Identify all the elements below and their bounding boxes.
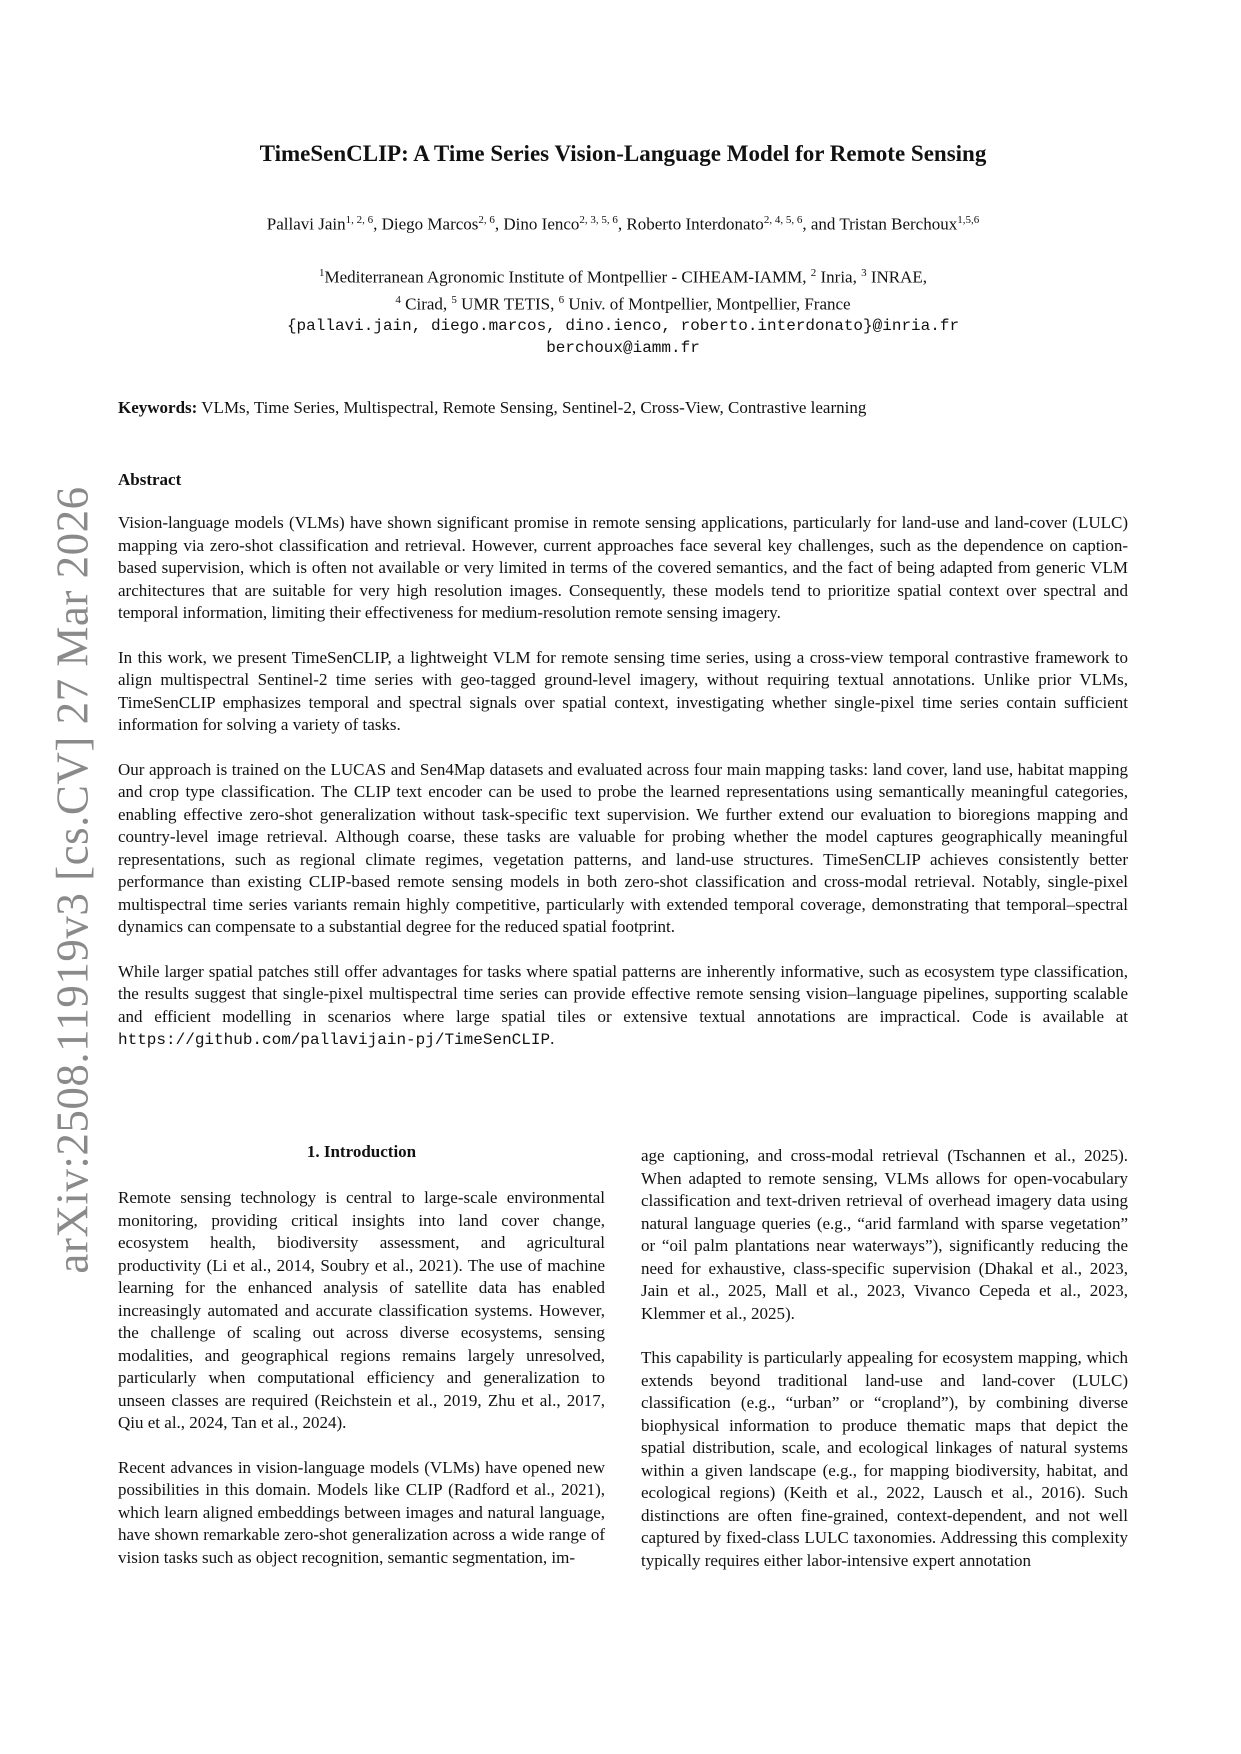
abstract-paragraph: Vision-language models (VLMs) have shown significant promise in remote sensing applications, particularly for land-use and land-cover (LULC) mapping via zero-shot classification and retrieval. However, current approaches face several key challenges, such as the dependence on caption-based supervision, which is often not available or very limited in terms of the covered semantics, and the fact of being adapted from generic VLM architectures that are suitable for very high resolution images. Consequently, these models tend to prioritize spatial context over spectral and temporal information, limiting their effectiveness for medium-resolution remote sensing imagery. bbox=[118, 513, 1128, 622]
abstract-paragraph: Our approach is trained on the LUCAS and Sen4Map datasets and evaluated across four main mapping tasks: land cover, land use, habitat mapping and crop type classification. The CLIP text encoder can be used to probe the learned representations using semantically meaningful categories, enabling effective zero-shot generalization without task-specific text supervision. We further extend our evaluation to bioregions mapping and country-level image retrieval. Although coarse, these tasks are valuable for probing whether the model captures geographically meaningful representations, such as regional climate regimes, vegetation patterns, and land-use structures. TimeSenCLIP achieves consistently better performance than existing CLIP-based remote sensing models in both zero-shot classification and cross-modal retrieval. Notably, single-pixel multispectral time series variants remain highly competitive, particularly with extended temporal coverage, demonstrating that temporal–spectral dynamics can compensate to a substantial degree for the reduced spatial footprint. bbox=[118, 759, 1128, 936]
keywords bbox=[118, 398, 1128, 418]
affil-sup: 3 bbox=[861, 267, 867, 279]
affil-text: Cirad, bbox=[400, 294, 452, 314]
code-link[interactable]: https://github.com/pallavijain-pj/TimeSenCLIP bbox=[118, 1031, 551, 1049]
affiliation-line bbox=[118, 289, 1128, 316]
body-paragraph: Remote sensing technology is central to large-scale environmental monitoring, providing critical insights into land cover change, ecosystem health, biodiversity assessment, and agricultural productivity (Li et al., 2014, Soubry et al., 2021). The use of machine learning for the enhanced analysis of satellite data has enabled increasingly automated and accurate classification systems. However, the challenge of scaling out across diverse ecosystems, sensing modalities, and geographical regions remains largely unresolved, particularly when computational efficiency and generalization to unseen classes are required (Reichstein et al., 2019, Zhu et al., 2017, Qiu et al., 2024, Tan et al., 2024). bbox=[118, 1188, 605, 1432]
section-heading: 1. Introduction bbox=[306, 1142, 417, 1161]
arxiv-sidebar bbox=[28, 486, 118, 1274]
affil-sup: 2 bbox=[810, 267, 817, 279]
author-list: Pallavi Jain$^{1, 2, 6}$, Diego Marcos$^{2, 6}$, Dino Ienco$^{2, 3, 5, 6}$, Roberto Interdonato$^{2, 4, 5, 6}$, and Tristan Berchoux$^{1,5,6}$ bbox=[266, 214, 980, 234]
right-column bbox=[641, 1145, 1128, 1594]
author-name: Dino Ienco bbox=[503, 214, 580, 234]
affil-sup: 5 bbox=[451, 293, 457, 306]
body-paragraph: Recent advances in vision-language models (VLMs) have opened new possibilities in this domain. Models like CLIP (Radford et al., 2021), which learn aligned embeddings between images and natural language, have shown remarkable zero-shot generalization across a wide range of vision tasks such as object recognition, semantic segmentation, im- bbox=[118, 1457, 605, 1567]
affil-text: Univ. of Montpellier, Montpellier, France bbox=[564, 294, 851, 314]
paper-title: TimeSenCLIP: A Time Series Vision-Language Model for Remote Sensing bbox=[259, 141, 987, 166]
affil-text: UMR TETIS, bbox=[456, 294, 559, 314]
affil-sup: 6 bbox=[558, 293, 565, 306]
author-name: Roberto Interdonato bbox=[626, 214, 764, 234]
body-paragraph: age captioning, and cross-modal retrieval (Tschannen et al., 2025). When adapted to remote sensing, VLMs allows for open-vocabulary classification and text-driven retrieval of overhead imagery data using natural language queries (e.g., “arid farmland with sparse vegetation” or “oil palm plantations near waterways”), significantly reducing the need for exhaustive, class-specific supervision (Dhakal et al., 2023, Jain et al., 2025, Mall et al., 2023, Vivanco Cepeda et al., 2023, Klemmer et al., 2025). bbox=[641, 1146, 1128, 1323]
affiliations bbox=[118, 262, 1128, 359]
author-emails: {pallavi.jain, diego.marcos, dino.ienco, roberto.interdonato}@inria.fr bbox=[286, 317, 960, 336]
affil-text: Mediterranean Agronomic Institute of Montpellier - CIHEAM-IAMM, bbox=[324, 267, 811, 287]
abstract-body bbox=[118, 512, 1128, 1074]
author-affil-sup: 2, 3, 5, 6 bbox=[579, 214, 618, 226]
abstract-paragraph: In this work, we present TimeSenCLIP, a lightweight VLM for remote sensing time series, using a cross-view temporal contrastive framework to align multispectral Sentinel-2 time series with geo-tagged ground-level imagery, without requiring textual annotations. Unlike prior VLMs, TimeSenCLIP emphasizes temporal and spectral signals over spatial context, investigating whether single-pixel time series contain sufficient information for solving a variety of tasks. bbox=[118, 647, 1128, 734]
affil-text: Inria, bbox=[816, 267, 862, 287]
author-affil-sup: 2, 4, 5, 6 bbox=[763, 214, 803, 226]
keywords-list: VLMs, Time Series, Multispectral, Remote Sensing, Sentinel-2, Cross-View, Contrastive learning bbox=[201, 398, 867, 417]
left-column bbox=[118, 1142, 605, 1591]
abstract-paragraph bbox=[118, 961, 1128, 1052]
author-name: Pallavi Jain bbox=[266, 214, 346, 234]
affiliation-line bbox=[118, 262, 1128, 289]
abstract-heading: Abstract bbox=[118, 470, 182, 489]
body-paragraph: This capability is particularly appealing for ecosystem mapping, which extends beyond traditional land-use and land-cover (LULC) classification (e.g., “urban” or “cropland”), by combining diverse biophysical information to produce thematic maps that depict the spatial distribution, scale, and ecological linkages of natural systems within a given landscape (e.g., for mapping biodiversity, habitat, and ecological regions) (Keith et al., 2022, Lausch et al., 2016). Such distinctions are often fine-grained, context-dependent, and not well captured by fixed-class LULC taxonomies. Addressing this complexity typically requires either labor-intensive expert annotation bbox=[641, 1348, 1128, 1570]
affil-sup: 4 bbox=[395, 293, 401, 306]
affil-text: INRAE, bbox=[866, 267, 928, 287]
author-and: , and bbox=[802, 214, 840, 234]
author-email: berchoux@iamm.fr bbox=[546, 339, 700, 358]
author-name: Tristan Berchoux bbox=[839, 214, 958, 234]
author-name: Diego Marcos bbox=[381, 214, 479, 234]
author-affil-sup: 1,5,6 bbox=[957, 214, 980, 226]
affil-sup: 1 bbox=[318, 267, 325, 279]
keywords-label: Keywords: bbox=[118, 398, 198, 417]
author-affil-sup: 1, 2, 6 bbox=[345, 214, 374, 226]
abstract-text: . bbox=[550, 1029, 555, 1048]
arxiv-identifier: arXiv:2508.11919v3 [cs.CV] 27 Mar 2026 bbox=[48, 486, 99, 1274]
author-affil-sup: 2, 6 bbox=[478, 214, 495, 226]
abstract-text: While larger spatial patches still offer advantages for tasks where spatial patterns are inherently informative, such as ecosystem type classification, the results suggest that single-pixel multispectral time series can provide effective remote sensing vision–language pipelines, supporting scalable and efficient modelling in scenarios where large spatial tiles or extensive textual annotations are impractical. Code is available at bbox=[118, 961, 1128, 1026]
